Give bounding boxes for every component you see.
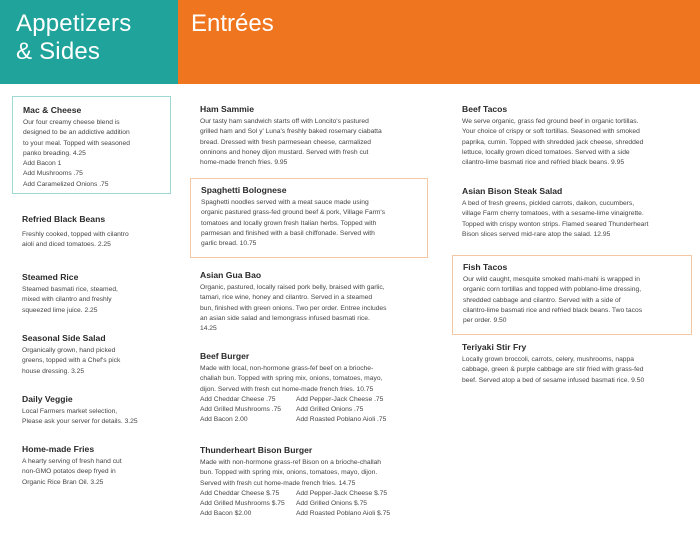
item-name: Mac & Cheese (23, 105, 82, 115)
item-description: Freshly cooked, topped with cilantro aioli and diced tomatoes. 2.25 (22, 231, 129, 249)
menu-item-beef-tacos (462, 104, 692, 168)
item-description: Spaghetti noodles served with a meat sauce made using organic pastured grass-fed ground beef & pork, Village Farm's tomatoes and locally grown fresh Italian herbs. Topped with parmesan and finished with a basil chiffonade. Served with garlic bread. 10.75 (201, 199, 386, 248)
menu-item-beef-burger (200, 351, 432, 426)
item-description: Local Farmers market selection, Please ask your server for details. 3.25 (22, 408, 138, 426)
item-description: We serve organic, grass fed ground beef in organic tortillas. Your choice of crispy or soft tortillas. Seasoned with smoked paprika, cumin. Topped with shredded jack cheese, shredded lettuce, locally grown diced tomatoes. Served with a side cilantro-lime basmati rice and refried black beans. 9.95 (462, 118, 644, 167)
item-name: Refried Black Beans (22, 214, 106, 224)
menu-item-seasonal-side-salad (22, 333, 172, 377)
appetizers-title-line1: Appetizers (16, 10, 132, 37)
item-name: Beef Tacos (462, 104, 508, 114)
item-name: Home-made Fries (22, 444, 95, 454)
item-description: Steamed basmati rice, steamed, mixed with cilantro and freshly squeezed lime juice. 2.25 (22, 286, 118, 314)
item-addons: Add Cheddar Cheese $.75 Add Pepper-Jack Cheese $.75 Add Grilled Mushrooms $.75 Add Grilled Onions $.75 Add Bacon $2.00 Add Roasted Poblano Aioli $.75 (200, 489, 391, 518)
item-name: Steamed Rice (22, 272, 79, 282)
item-name: Seasonal Side Salad (22, 333, 106, 343)
item-description: Our wild caught, mesquite smoked mahi-mahi is wrapped in organic corn tortillas and topped with poblano-lime dressing, shredded cabbage and cilantro. Served with a side of cilantro-lime basmati rice and refried black beans. Two tacos per order. 9.50 (463, 276, 643, 325)
item-description: Made with non-hormone grass-ref Bison on a brioche-challah bun. Topped with spring mix, onions, tomatoes, mayo, dijon. Served with fresh cut home-made french fries. 14.75 (200, 459, 382, 487)
item-description: Made with local, non-hormone grass-fef beef on a brioche- challah bun. Topped with spring mix, onions, tomatoes, mayo, dijon. Served with fresh cut home-made french fries. 10.75 (200, 365, 383, 393)
item-name: Spaghetti Bolognese (201, 185, 287, 195)
item-description: A bed of fresh greens, pickled carrots, daikon, cucumbers, village Farm cherry tomatoes, with a sesame-lime vinaigrette. Topped with crispy wonton strips. Flamed seared Thunderheart Bison slices served mid-rare atop the salad. 12.95 (462, 200, 649, 238)
menu-item-asian-bison-steak-salad (462, 186, 692, 240)
item-description: Our four creamy cheese blend is designed to be an addictive addition to your meal. Topped with seasoned panko breading. 4.25 Add Bacon 1 Add Mushrooms .75 Add Caramelized Onions .75 (23, 119, 130, 188)
item-name: Asian Bison Steak Salad (462, 186, 563, 196)
item-description: Our tasty ham sandwich starts off with Loncito's pastured grilled ham and Sol y' Luna's freshly baked rosemary ciabatta bread. Dressed with fresh parmesean cheese, carmalized onninons and honey dijon mustard. Served with fresh cut home-made french fries. 9.95 (200, 118, 382, 167)
menu-item-steamed-rice (22, 272, 172, 316)
menu-item-teriyaki-stir-fry (462, 342, 694, 386)
menu-item-ham-sammie (200, 104, 430, 168)
item-addons: Add Cheddar Cheese .75 Add Pepper-Jack Cheese .75 Add Grilled Mushrooms .75 Add Grilled Onions .75 Add Bacon 2.00 Add Roasted Poblano Aioli .75 (200, 395, 387, 424)
item-name: Fish Tacos (463, 262, 508, 272)
menu-item-fish-tacos (452, 255, 692, 335)
item-description: Organic, pastured, locally raised pork belly, braised with garlic, tamari, rice wine, honey and cilantro. Served in a steamed bun, finished with green onions. Two per order. Entree includes an asian side salad and lemongrass infused basmati rice. 14.25 (200, 284, 387, 333)
menu-item-asian-gua-bao (200, 270, 432, 334)
appetizers-sides-header (0, 0, 178, 84)
item-description: Organically grown, hand picked greens, topped with a Chef's pick house dressing. 3.25 (22, 347, 121, 375)
entrees-title: Entrées (191, 10, 274, 37)
item-name: Beef Burger (200, 351, 250, 361)
menu-item-spaghetti-bolognese (190, 178, 428, 258)
item-name: Thunderheart Bison Burger (200, 445, 313, 455)
menu-item-mac-cheese (12, 96, 171, 194)
item-description: A hearty serving of fresh hand cut non-GMO potatos deep fryed in Organic Rice Bran Oil. 3.25 (22, 458, 122, 486)
item-name: Daily Veggie (22, 394, 73, 404)
menu-item-daily-veggie (22, 394, 172, 428)
entrees-header (178, 0, 700, 84)
item-name: Asian Gua Bao (200, 270, 262, 280)
item-name: Teriyaki Stir Fry (462, 342, 527, 352)
menu-item-refried-black-beans (22, 214, 172, 251)
item-description: Locally grown broccoli, carrots, celery, mushrooms, nappa cabbage, green & purple cabbage are stir fried with grass-fed beef. Served atop a bed of sesame infused basmati rice. 9.50 (462, 356, 645, 384)
menu-item-thunderheart-bison-burger (200, 445, 432, 520)
item-name: Ham Sammie (200, 104, 254, 114)
appetizers-title-line2: & Sides (16, 38, 101, 65)
menu-item-home-made-fries (22, 444, 172, 488)
